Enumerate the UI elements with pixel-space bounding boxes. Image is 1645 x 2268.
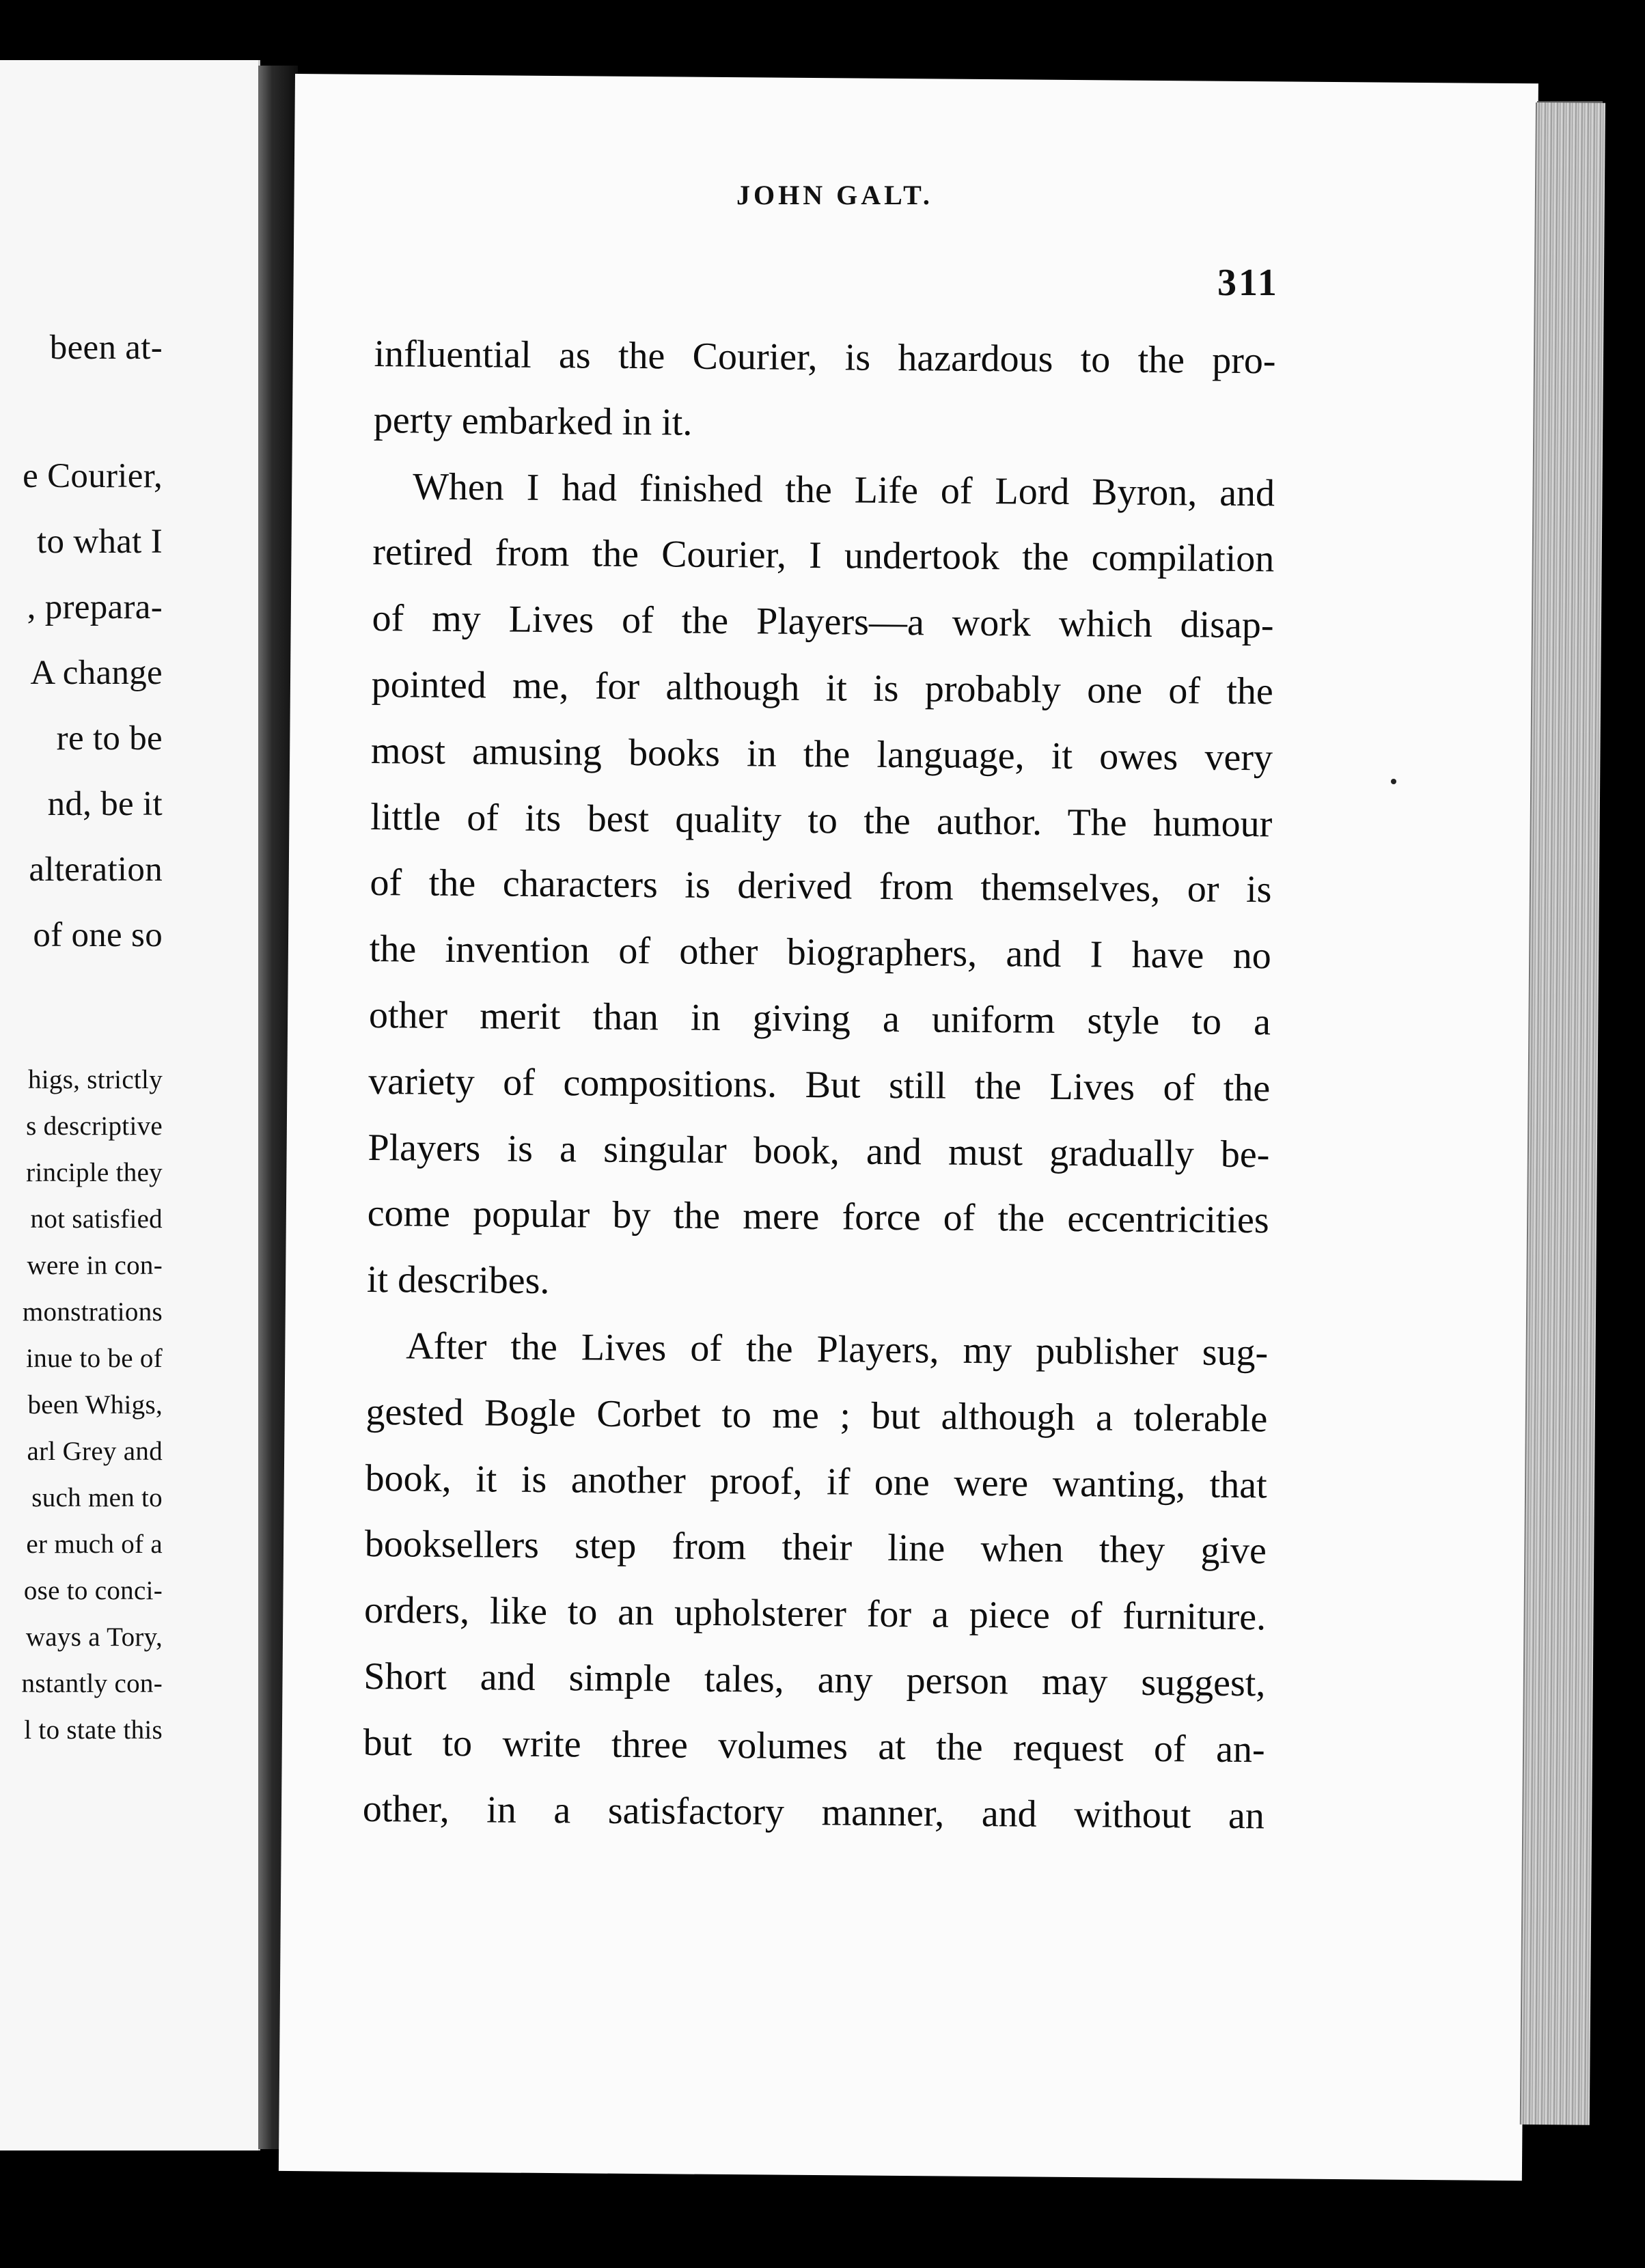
page-number: 311 bbox=[1217, 262, 1279, 304]
left-footnote-line: rinciple they bbox=[26, 1158, 163, 1187]
text-line: but to write three volumes at the request of an- bbox=[363, 1721, 1265, 1771]
scan-border bbox=[0, 2232, 1645, 2268]
left-line: A change bbox=[30, 654, 163, 692]
left-line: been at- bbox=[49, 329, 163, 367]
text-line: most amusing books in the language, it owes very bbox=[370, 729, 1273, 779]
text-line: Players is a singular book, and must gradually be- bbox=[368, 1126, 1270, 1176]
left-footnote-line: higs, strictly bbox=[27, 1065, 163, 1094]
text-line: little of its best quality to the author. The humour bbox=[370, 795, 1273, 845]
text-line: it describes. bbox=[366, 1258, 550, 1303]
text-line: gested Bogle Corbet to me ; but although a tolerable bbox=[365, 1390, 1268, 1441]
text-line: other merit than in giving a uniform style to a bbox=[368, 993, 1271, 1044]
page-fore-edge bbox=[1520, 102, 1605, 2125]
text-line: booksellers step from their line when they give bbox=[364, 1523, 1267, 1573]
body-text bbox=[363, 321, 1276, 1849]
left-footnote-line: ose to conci- bbox=[23, 1576, 163, 1605]
left-line: re to be bbox=[56, 719, 163, 758]
left-footnote-line: er much of a bbox=[26, 1530, 163, 1559]
text-line: orders, like to an upholsterer for a piece of furniture. bbox=[363, 1589, 1267, 1639]
text-line: retired from the Courier, I undertook the compilation bbox=[372, 531, 1275, 581]
text-line: book, it is another proof, if one were wanting, that bbox=[365, 1456, 1267, 1506]
left-line: e Courier, bbox=[23, 457, 163, 495]
running-head: JOHN GALT. bbox=[736, 180, 933, 210]
left-footnote-line: s descriptive bbox=[26, 1111, 163, 1141]
left-line: alteration bbox=[29, 850, 163, 889]
left-footnote-line: not satisfied bbox=[30, 1204, 163, 1234]
text-line: perty embarked in it. bbox=[373, 398, 693, 444]
text-line: come popular by the mere force of the eccentricities bbox=[367, 1192, 1269, 1242]
text-line: of the characters is derived from themselves, or is bbox=[370, 861, 1272, 911]
text-line: other, in a satisfactory manner, and without an bbox=[362, 1787, 1265, 1837]
left-page bbox=[0, 60, 260, 2151]
text-line: When I had finished the Life of Lord Byron, and bbox=[412, 465, 1275, 514]
text-line: After the Lives of the Players, my publisher sug- bbox=[405, 1325, 1269, 1374]
left-line: of one so bbox=[33, 916, 163, 954]
left-footnote-line: ways a Tory, bbox=[25, 1622, 163, 1652]
left-footnote-line: monstrations bbox=[22, 1297, 163, 1327]
left-line: nd, be it bbox=[47, 785, 163, 823]
text-line: of my Lives of the Players—a work which disap- bbox=[372, 597, 1274, 647]
text-line: variety of compositions. But still the Lives of the bbox=[368, 1060, 1271, 1110]
left-footnote-line: l to state this bbox=[24, 1715, 163, 1745]
left-footnote-line: arl Grey and bbox=[27, 1437, 163, 1466]
left-line: to what I bbox=[37, 523, 163, 561]
text-line: influential as the Courier, is hazardous to the pro- bbox=[374, 332, 1276, 383]
text-line: pointed me, for although it is probably one of the bbox=[371, 663, 1274, 713]
left-footnote-line: were in con- bbox=[27, 1251, 163, 1280]
left-line: , prepara- bbox=[27, 588, 163, 626]
stray-mark bbox=[1391, 779, 1396, 784]
left-footnote-line: such men to bbox=[31, 1483, 163, 1512]
text-line: Short and simple tales, any person may suggest, bbox=[363, 1655, 1266, 1705]
left-footnote-line: nstantly con- bbox=[21, 1669, 163, 1698]
left-footnote-line: inue to be of bbox=[26, 1344, 163, 1373]
text-line: the invention of other biographers, and I have no bbox=[369, 928, 1271, 978]
left-footnote-line: been Whigs, bbox=[27, 1390, 163, 1420]
